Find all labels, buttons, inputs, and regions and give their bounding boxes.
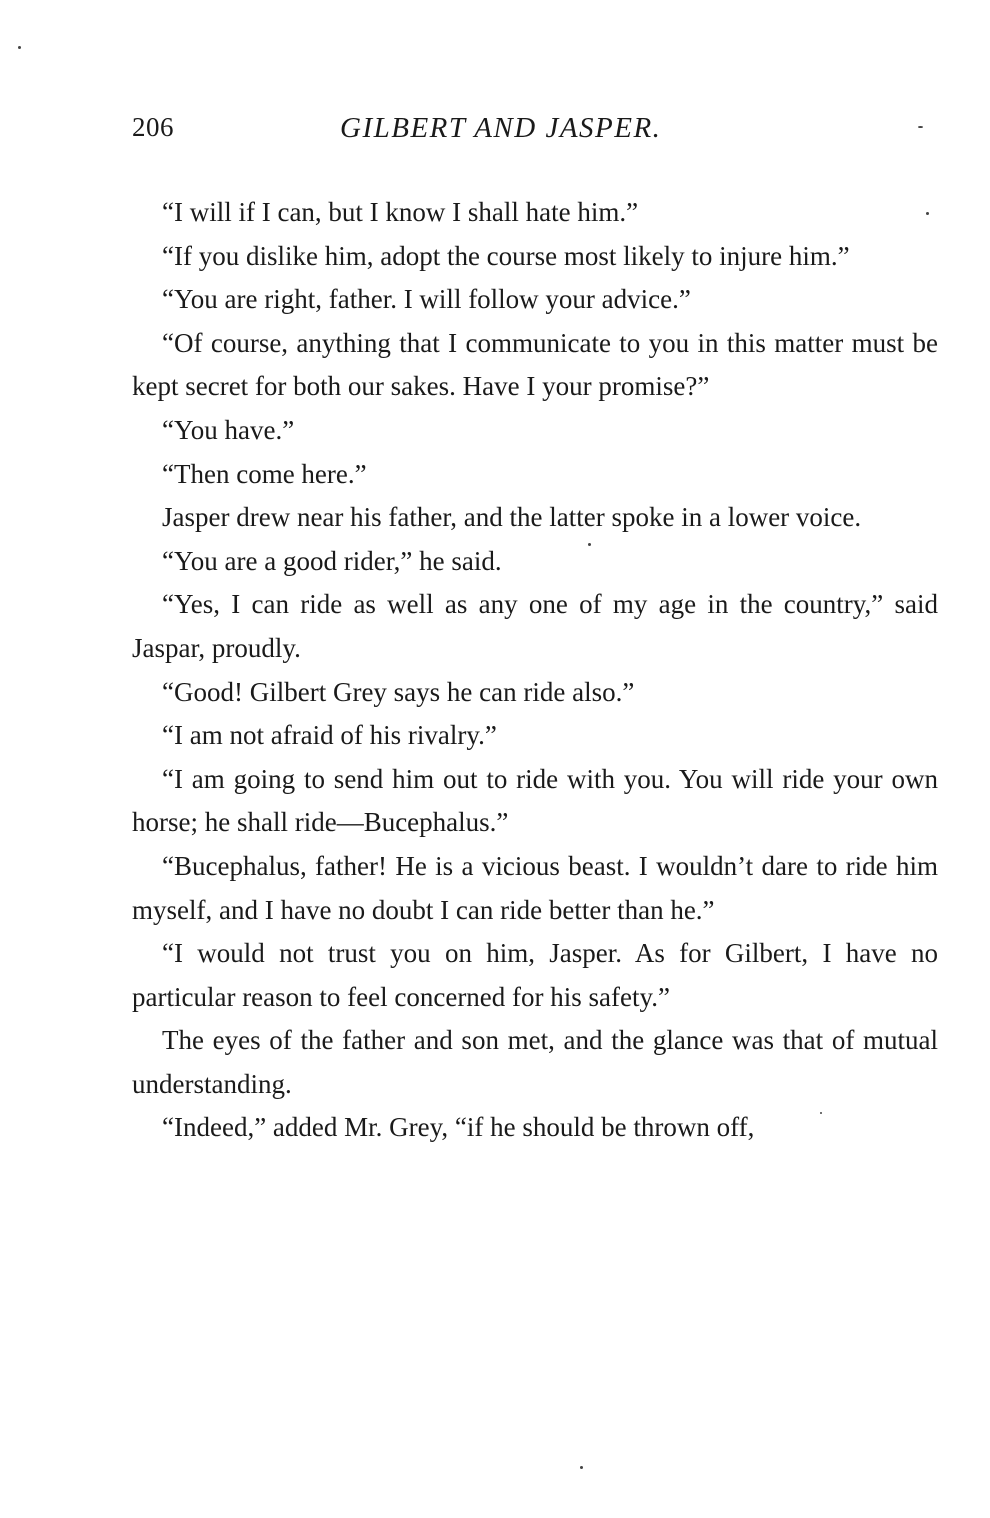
paragraph: “Then come here.” bbox=[162, 458, 367, 489]
paragraph: “If you dislike him, adopt the course most likely to injure him.” bbox=[162, 240, 850, 271]
page-header bbox=[132, 112, 938, 156]
paragraph: “Good! Gilbert Grey says he can ride also.” bbox=[162, 676, 635, 707]
paragraph: “I would not trust you on him, Jasper. As for Gilbert, I have no particular reason to feel concerned for his safety.” bbox=[132, 938, 938, 1012]
paragraph: “Yes, I can ride as well as any one of my age in the country,” said Jaspar, proudly. bbox=[132, 589, 938, 663]
paragraph: “You have.” bbox=[162, 414, 295, 445]
paragraph: “I will if I can, but I know I shall hate him.” bbox=[162, 197, 639, 227]
paragraph: “You are a good rider,” he said. bbox=[162, 545, 502, 576]
paragraph: “Bucephalus, father! He is a vicious beast. I wouldn’t dare to ride him myself, and I have no doubt I can ride better than he.” bbox=[132, 850, 938, 925]
scan-speck bbox=[18, 46, 21, 49]
running-title: GILBERT AND JASPER. bbox=[340, 112, 662, 144]
scan-speck bbox=[580, 1466, 583, 1469]
paragraph: Jasper drew near his father, and the latter spoke in a lower voice. bbox=[162, 502, 862, 533]
paragraph: “You are right, father. I will follow your advice.” bbox=[162, 284, 691, 315]
scan-speck bbox=[918, 126, 923, 128]
body-text bbox=[132, 191, 938, 1150]
paragraph: “Indeed,” added Mr. Grey, “if he should be thrown off, bbox=[162, 1112, 755, 1143]
scan-speck bbox=[926, 212, 929, 215]
scan-speck bbox=[820, 1112, 822, 1114]
paragraph: “I am not afraid of his rivalry.” bbox=[162, 720, 497, 751]
page-number: 206 bbox=[132, 112, 174, 142]
paragraph: “Of course, anything that I communicate to you in this matter must be kept secret for both our sakes. Have I your promise?” bbox=[132, 327, 938, 402]
paragraph: The eyes of the father and son met, and the glance was that of mutual understanding. bbox=[132, 1025, 938, 1099]
scan-speck bbox=[588, 543, 591, 546]
paragraph: “I am going to send him out to ride with you. You will ride your own horse; he shall ride—Bucephalus.” bbox=[132, 763, 938, 838]
